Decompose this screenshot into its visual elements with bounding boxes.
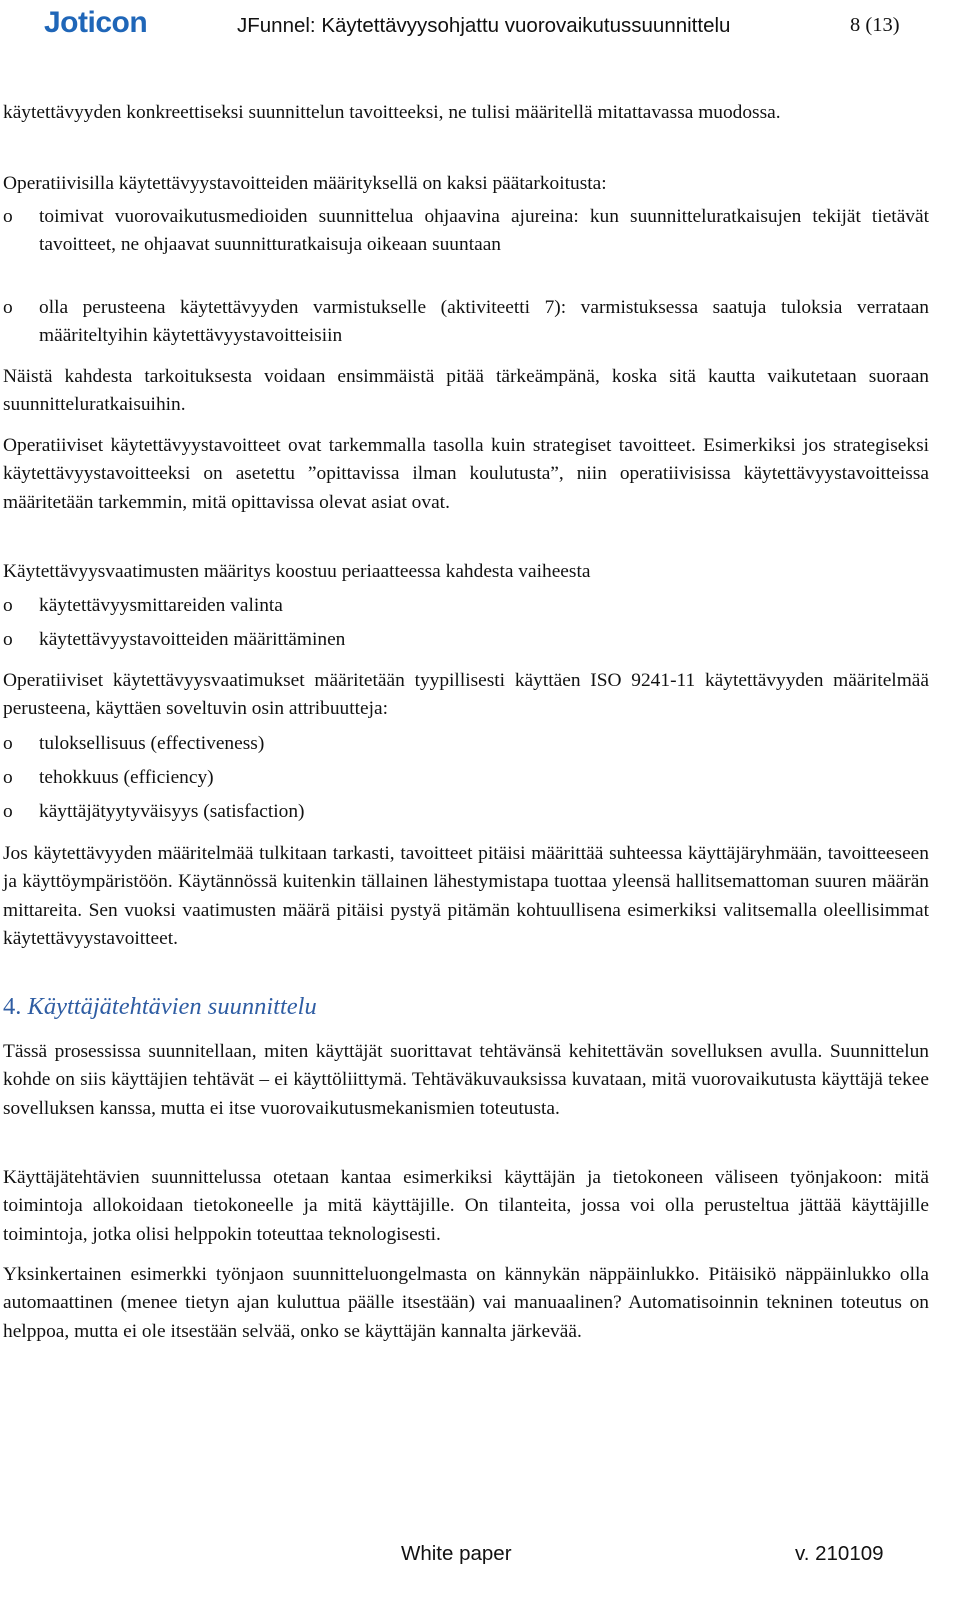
joticon-logo: Joticon xyxy=(44,6,148,39)
paragraph-text: Operatiiviset käytettävyysvaatimukset määritetään tyypillisesti käyttäen ISO 9241-11 käytettävyyden määritelmää perusteena, käyttäen soveltuvin osin attribuutteja: xyxy=(3,670,929,720)
list-item-text: käyttäjätyytyväisyys (satisfaction) xyxy=(39,801,305,822)
section-number: 4. xyxy=(3,993,22,1020)
footer-label: White paper xyxy=(401,1542,512,1565)
list-item-text: tuloksellisuus (effectiveness) xyxy=(39,733,265,754)
page-number: 8 (13) xyxy=(850,14,900,36)
bullet-marker: o xyxy=(3,733,13,754)
footer-version: v. 210109 xyxy=(795,1542,884,1565)
section-heading xyxy=(3,993,317,1021)
list-item xyxy=(3,626,929,654)
paragraph-text: Operatiivisilla käytettävyystavoitteiden määrityksellä on kaksi päätarkoitusta: xyxy=(3,173,607,194)
bullet-marker: o xyxy=(3,629,13,650)
paragraph-text: Operatiiviset käytettävyystavoitteet ovat tarkemmalla tasolla kuin strategiset tavoitteet. Esimerkiksi jos strategiseksi käytettävyystavoitteeksi on asetettu ”opittavissa ilman koulutusta”, niin operatiivisissa käytettävyystavoitteissa määritetään tarkemmin, mitä opittavissa olevat asiat ovat. xyxy=(3,435,929,513)
list-item-text: tehokkuus (efficiency) xyxy=(39,767,214,788)
paragraph-text: Käyttäjätehtävien suunnittelussa otetaan kantaa esimerkiksi käyttäjän ja tietokoneen väliseen työnjakoon: mitä toimintoja allokoidaan tietokoneelle ja mitä käyttäjille. On tilanteita, jossa voi olla perusteltua jättää käyttäjille toimintoja, jotka olisi helppokin toteuttaa teknologisesti. xyxy=(3,1167,929,1245)
header-title: JFunnel: Käytettävyysohjattu vuorovaikutussuunnittelu xyxy=(237,14,731,37)
list-item xyxy=(3,203,929,260)
paragraph xyxy=(3,1164,929,1249)
list-item xyxy=(3,764,929,792)
list-item xyxy=(3,730,929,758)
bullet-marker: o xyxy=(3,801,13,822)
bullet-marker: o xyxy=(3,767,13,788)
list-item-text: käytettävyystavoitteiden määrittäminen xyxy=(39,629,346,650)
list-item-text: olla perusteena käytettävyyden varmistukselle (aktiviteetti 7): varmistuksessa saatuja tuloksia verrataan määriteltyihin käytettävyystavoitteisiin xyxy=(39,297,929,347)
paragraph xyxy=(3,99,929,127)
paragraph xyxy=(3,558,929,586)
paragraph xyxy=(3,432,929,517)
paragraph xyxy=(3,840,929,954)
paragraph xyxy=(3,170,929,198)
paragraph-text: Näistä kahdesta tarkoituksesta voidaan ensimmäistä pitää tärkeämpänä, koska sitä kautta vaikutetaan suoraan suunnitteluratkaisuihin. xyxy=(3,366,929,416)
section-title: Käyttäjätehtävien suunnittelu xyxy=(27,993,317,1020)
list-item-text: toimivat vuorovaikutusmedioiden suunnittelua ohjaavina ajureina: kun suunnitteluratkaisujen tekijät tietävät tavoitteet, ne ohjaavat suunnitturatkaisuja oikeaan suuntaan xyxy=(39,206,929,256)
list-item xyxy=(3,294,929,351)
bullet-marker: o xyxy=(3,206,13,227)
paragraph-text: Yksinkertainen esimerkki työnjaon suunnitteluongelmasta on kännykän näppäinlukko. Pitäisikö näppäinlukko olla automaattinen (menee tietyn ajan kuluttua päälle itsestään) vai manuaalinen? Automatisoinnin tekninen toteutus on helppoa, mutta ei ole itsestään selvää, onko se käyttäjän kannalta järkevää. xyxy=(3,1264,929,1342)
bullet-marker: o xyxy=(3,595,13,616)
paragraph-text: Jos käytettävyyden määritelmää tulkitaan tarkasti, tavoitteet pitäisi määrittää suhteessa käyttäjäryhmään, tavoitteeseen ja käyttöympäristöön. Käytännössä kuitenkin tällainen lähestymistapa tuottaa yleensä hallitsemattoman suuren määrän mittareita. Sen vuoksi vaatimusten määrä pitäisi pystyä pitämän kohtuullisena esimerkiksi valitsemalla oleellisimmat käytettävyystavoitteet. xyxy=(3,843,929,950)
paragraph xyxy=(3,1038,929,1123)
paragraph-text: käytettävyyden konkreettiseksi suunnittelun tavoitteeksi, ne tulisi määritellä mitattavassa muodossa. xyxy=(3,102,781,123)
paragraph-text: Tässä prosessissa suunnitellaan, miten käyttäjät suorittavat tehtävänsä kehitettävän sovelluksen avulla. Suunnittelun kohde on siis käyttäjien tehtävät – ei käyttöliittymä. Tehtäväkuvauksissa kuvataan, mitä vuorovaikutusta käyttäjä tekee sovelluksen kanssa, mutta ei itse vuorovaikutusmekanismien toteutusta. xyxy=(3,1041,929,1119)
list-item xyxy=(3,592,929,620)
paragraph xyxy=(3,363,929,420)
list-item xyxy=(3,798,929,826)
list-item-text: käytettävyysmittareiden valinta xyxy=(39,595,283,616)
paragraph-text: Käytettävyysvaatimusten määritys koostuu periaatteessa kahdesta vaiheesta xyxy=(3,561,591,582)
bullet-marker: o xyxy=(3,297,13,318)
paragraph xyxy=(3,1261,929,1346)
paragraph xyxy=(3,667,929,724)
